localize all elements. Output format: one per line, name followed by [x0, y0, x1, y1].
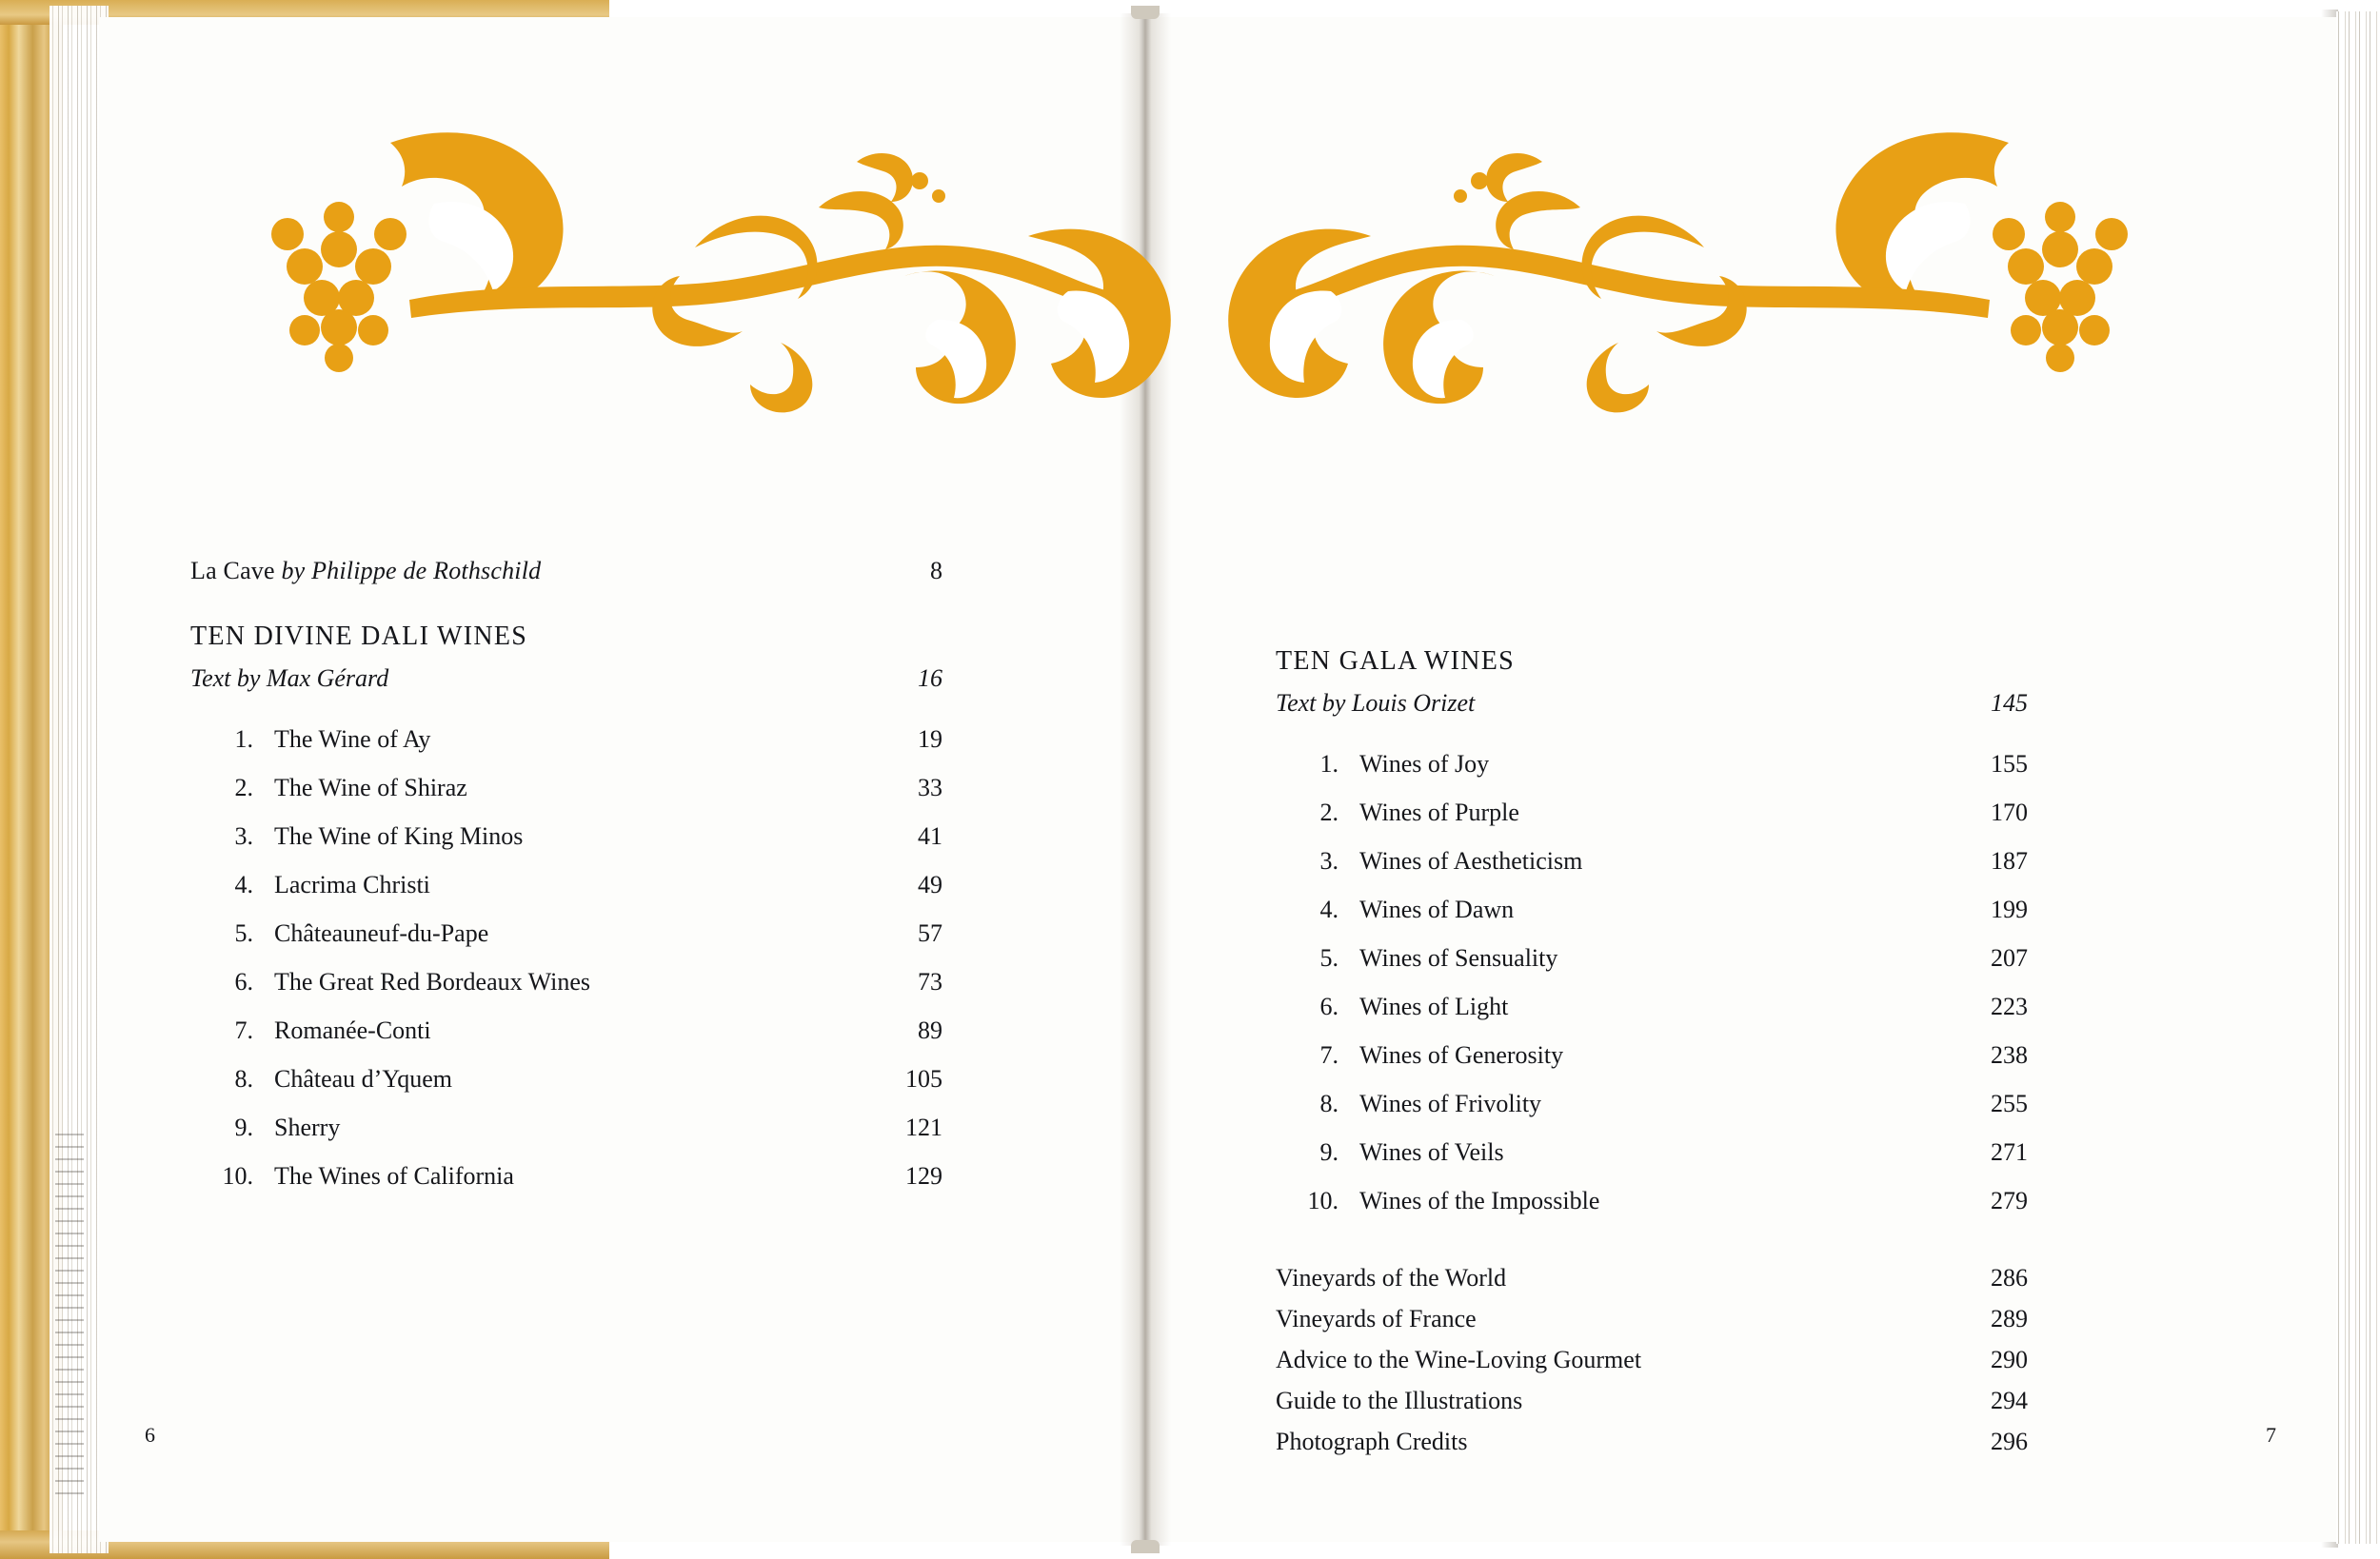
item-page: 33 [918, 774, 942, 801]
item-number: 2. [1319, 799, 1339, 826]
item-title: Wines of the Impossible [1359, 1187, 1600, 1214]
list-item[interactable] [1276, 982, 2028, 1031]
item-page: 207 [1991, 944, 2028, 972]
list-item[interactable] [190, 1103, 942, 1152]
item-page: 238 [1991, 1041, 2028, 1069]
page-stack-right [2336, 11, 2380, 1544]
list-item[interactable] [190, 957, 942, 1006]
list-item[interactable] [1276, 1380, 2028, 1421]
gutter-notch-bottom [1131, 1540, 1160, 1553]
item-page: 199 [1991, 896, 2028, 923]
list-item[interactable] [190, 1152, 942, 1200]
toc-entry-title: La Cave [190, 557, 282, 584]
item-page: 279 [1991, 1187, 2028, 1214]
item-title: The Great Red Bordeaux Wines [274, 968, 591, 996]
list-item[interactable] [190, 909, 942, 957]
item-title: Châteauneuf-du-Pape [274, 919, 489, 947]
toc-entry-byline: by Philippe de Rothschild [281, 557, 542, 584]
page-stack-texture [55, 1123, 84, 1494]
item-title: Wines of Generosity [1359, 1041, 1564, 1069]
item-page: 121 [905, 1114, 942, 1141]
item-title: Wines of Dawn [1359, 896, 1515, 923]
item-number: 6. [234, 968, 253, 996]
item-number: 6. [1319, 993, 1339, 1020]
toc-column-left [190, 547, 942, 1200]
item-number: 9. [234, 1114, 253, 1141]
item-title: Wines of Purple [1359, 799, 1519, 826]
item-page: 105 [905, 1065, 942, 1093]
toc-list-left [190, 715, 942, 1200]
item-title: Wines of Frivolity [1359, 1090, 1542, 1117]
item-number: 8. [234, 1065, 253, 1093]
item-number: 1. [234, 725, 253, 753]
item-number: 9. [1319, 1138, 1339, 1166]
list-item[interactable] [1276, 788, 2028, 837]
item-page: 187 [1991, 847, 2028, 875]
item-title: Photograph Credits [1276, 1428, 1468, 1455]
section-title-gala: TEN GALA WINES [1276, 646, 1515, 676]
list-item[interactable] [1276, 1298, 2028, 1339]
item-page: 296 [1991, 1428, 2028, 1455]
list-item[interactable] [1276, 837, 2028, 885]
list-item[interactable] [1276, 1421, 2028, 1462]
section-subtitle-gala[interactable] [1276, 682, 2028, 724]
list-item[interactable] [1276, 1176, 2028, 1225]
item-title: The Wine of Shiraz [274, 774, 467, 801]
item-title: Vineyards of the World [1276, 1264, 1507, 1292]
toc-entry-page: 8 [930, 557, 942, 584]
item-number: 3. [234, 822, 253, 850]
toc-list-right [1276, 740, 2028, 1225]
item-page: 286 [1991, 1264, 2028, 1292]
item-title: Lacrima Christi [274, 871, 430, 898]
list-item[interactable] [1276, 1031, 2028, 1079]
list-item[interactable] [1276, 885, 2028, 934]
list-item[interactable] [1276, 740, 2028, 788]
list-item[interactable] [190, 715, 942, 763]
item-number: 3. [1319, 847, 1339, 875]
item-page: 89 [918, 1016, 942, 1044]
item-title: Vineyards of France [1276, 1305, 1477, 1332]
item-number: 5. [1319, 944, 1339, 972]
list-item[interactable] [1276, 934, 2028, 982]
item-page: 73 [918, 968, 942, 996]
item-title: Wines of Joy [1359, 750, 1490, 778]
section-title-divine-dali: TEN DIVINE DALI WINES [190, 622, 528, 651]
item-page: 155 [1991, 750, 2028, 778]
item-number: 4. [1319, 896, 1339, 923]
item-title: Advice to the Wine-Loving Gourmet [1276, 1346, 1642, 1373]
item-number: 7. [234, 1016, 253, 1044]
section-page: 145 [1991, 689, 2028, 717]
item-title: The Wines of California [274, 1162, 514, 1190]
item-page: 57 [918, 919, 942, 947]
item-title: Sherry [274, 1114, 341, 1141]
section-page: 16 [918, 664, 942, 692]
item-page: 289 [1991, 1305, 2028, 1332]
item-page: 49 [918, 871, 942, 898]
item-number: 8. [1319, 1090, 1339, 1117]
item-title: Wines of Light [1359, 993, 1509, 1020]
item-page: 290 [1991, 1346, 2028, 1373]
page-number-left: 6 [145, 1423, 155, 1447]
section-byline: Text by Max Gérard [190, 664, 389, 692]
toc-back-matter-list [1276, 1257, 2028, 1462]
item-page: 223 [1991, 993, 2028, 1020]
list-item[interactable] [1276, 1079, 2028, 1128]
item-page: 19 [918, 725, 942, 753]
toc-column-right [1276, 623, 2028, 1462]
item-title: Château d’Yquem [274, 1065, 453, 1093]
toc-entry-la-cave[interactable] [190, 547, 942, 595]
list-item[interactable] [190, 1006, 942, 1055]
item-number: 10. [222, 1162, 253, 1190]
list-item[interactable] [1276, 1339, 2028, 1380]
list-item[interactable] [1276, 1128, 2028, 1176]
list-item[interactable] [1276, 1257, 2028, 1298]
item-page: 129 [905, 1162, 942, 1190]
page-number-right: 7 [2266, 1423, 2276, 1447]
section-byline: Text by Louis Orizet [1276, 689, 1476, 717]
section-subtitle-divine-dali[interactable] [190, 658, 942, 700]
item-title: The Wine of King Minos [274, 822, 524, 850]
list-item[interactable] [190, 812, 942, 860]
item-page: 294 [1991, 1387, 2028, 1414]
item-title: The Wine of Ay [274, 725, 431, 753]
item-title: Wines of Veils [1359, 1138, 1504, 1166]
item-number: 5. [234, 919, 253, 947]
gutter-notch-top [1131, 6, 1160, 19]
item-page: 41 [918, 822, 942, 850]
item-number: 4. [234, 871, 253, 898]
item-title: Romanée-Conti [274, 1016, 431, 1044]
item-title: Guide to the Illustrations [1276, 1387, 1523, 1414]
item-number: 2. [234, 774, 253, 801]
item-page: 170 [1991, 799, 2028, 826]
list-item[interactable] [190, 860, 942, 909]
item-number: 1. [1319, 750, 1339, 778]
item-page: 271 [1991, 1138, 2028, 1166]
list-item[interactable] [190, 763, 942, 812]
item-title: Wines of Aestheticism [1359, 847, 1583, 875]
item-number: 10. [1307, 1187, 1339, 1214]
item-title: Wines of Sensuality [1359, 944, 1558, 972]
item-page: 255 [1991, 1090, 2028, 1117]
item-number: 7. [1319, 1041, 1339, 1069]
list-item[interactable] [190, 1055, 942, 1103]
